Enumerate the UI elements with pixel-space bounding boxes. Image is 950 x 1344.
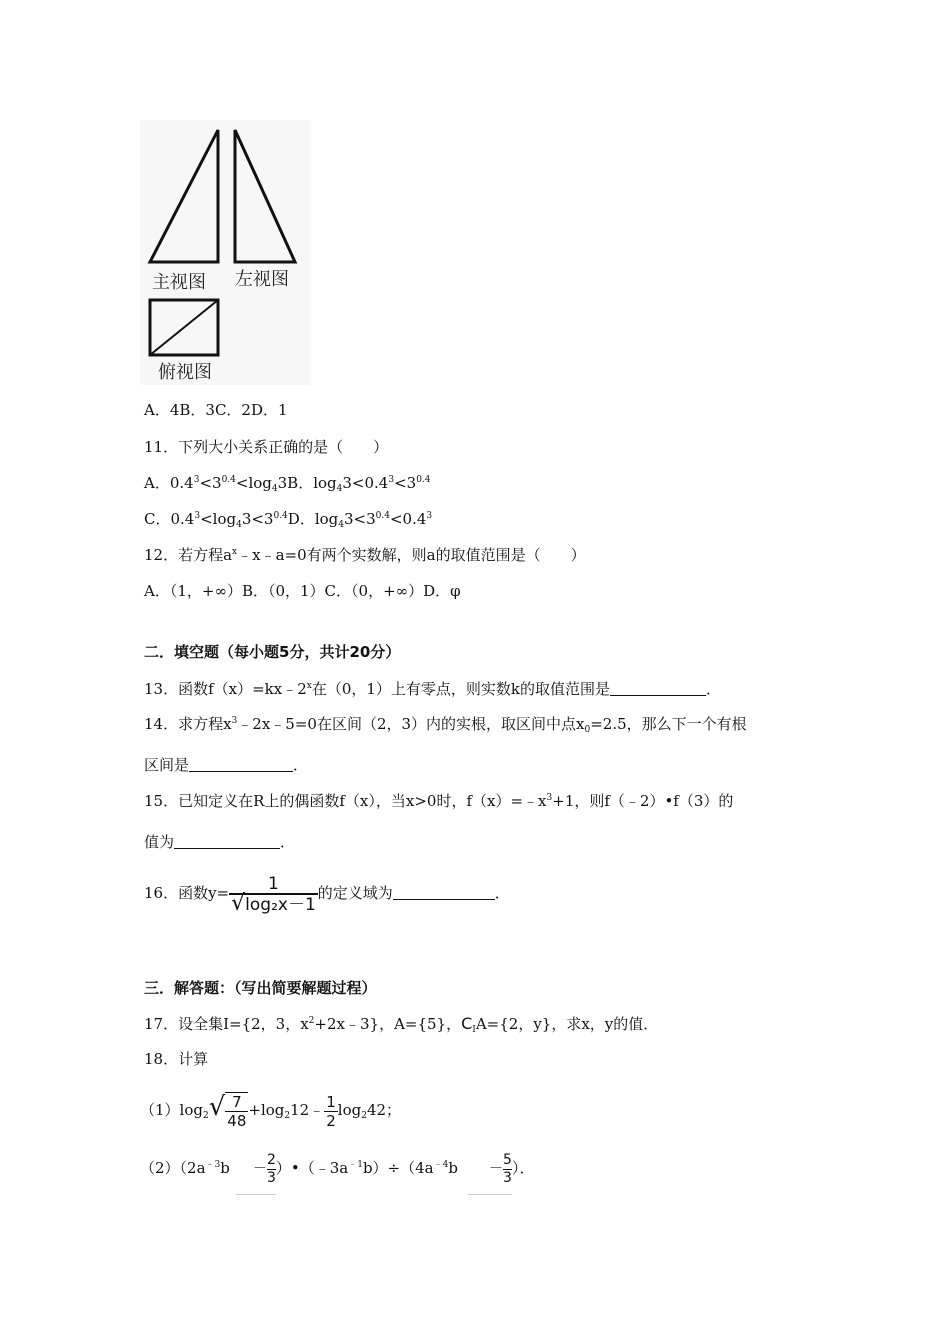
text: ． <box>706 680 722 698</box>
section-3-heading: 三．解答题：（写出简要解题过程） <box>144 979 377 997</box>
text: 在（0，1）上有零点，则实数k的取值范围是 <box>311 680 611 698</box>
minus-sign: － <box>252 1161 267 1177</box>
exponent-1 <box>236 1143 276 1195</box>
sqrt-fraction <box>225 1092 248 1130</box>
sup: 3 <box>231 716 238 726</box>
sup: 3 <box>546 793 553 803</box>
q11-stem: 11．下列大小关系正确的是（ ） <box>144 438 389 456</box>
sub: 4 <box>338 520 344 530</box>
exponent-2 <box>468 1143 512 1195</box>
answer-blank[interactable] <box>189 757 293 772</box>
text: ． <box>293 756 309 774</box>
text: ﹣x﹣a=0有两个实数解，则a的取值范围是（ ） <box>237 546 586 564</box>
denominator: 3 <box>266 1169 276 1186</box>
text: 3<3 <box>241 510 274 528</box>
sup: ﹣1 <box>348 1160 363 1170</box>
q17 <box>144 1014 658 1034</box>
text: 12﹣ <box>290 1101 325 1119</box>
text: b <box>448 1159 458 1177</box>
q16-fraction <box>229 875 318 914</box>
numerator: 1 <box>326 1092 336 1111</box>
text: 16．函数y= <box>144 884 230 902</box>
text: A={2，y}，求x，y的值． <box>475 1015 659 1033</box>
text: C．0.4 <box>144 510 195 528</box>
text: 14．求方程x <box>144 715 232 733</box>
sqrt-icon: √ <box>231 890 246 916</box>
numerator: 5 <box>503 1151 512 1168</box>
q14-line2 <box>144 755 308 775</box>
q18-part2 <box>140 1143 534 1195</box>
text: 42； <box>366 1101 402 1119</box>
sup: 0.4 <box>221 475 236 485</box>
text: <3 <box>394 474 417 492</box>
text: （1）log <box>140 1101 203 1119</box>
text: 值为 <box>144 833 175 851</box>
text: 3<0.4 <box>342 474 389 492</box>
top-view-label: 俯视图 <box>158 362 212 383</box>
sup: x <box>306 681 312 691</box>
minus-sign: － <box>489 1161 504 1177</box>
front-view-label: 主视图 <box>152 272 206 293</box>
numerator: 1 <box>229 875 318 895</box>
left-view-label: 左视图 <box>235 269 289 290</box>
numerator: 2 <box>266 1151 276 1168</box>
text: +log <box>248 1101 285 1119</box>
sup: 3 <box>426 511 433 521</box>
text: 3<3 <box>344 510 376 528</box>
q18-part1 <box>140 1085 401 1132</box>
answer-blank[interactable] <box>174 834 280 849</box>
text: 区间是 <box>144 756 190 774</box>
q10-options: A．4B．3C．2D．1 <box>144 401 288 419</box>
sqrt-icon: √ <box>208 1092 226 1122</box>
sup: 0.4 <box>375 511 390 521</box>
sub: 4 <box>271 484 278 494</box>
q11-options-ab <box>144 473 431 493</box>
half-fraction <box>324 1093 338 1130</box>
text: +1，则f（﹣2）•f（3）的 <box>552 792 734 810</box>
text: <log <box>235 474 272 492</box>
exponent-fraction <box>267 1152 276 1187</box>
text: ）•（﹣3a <box>275 1159 349 1177</box>
answer-blank[interactable] <box>610 681 706 696</box>
q12-options: A．（1，+∞）B．（0，1）C．（0，+∞）D．φ <box>144 582 461 600</box>
section-2-heading: 二．填空题（每小题5分，共计20分） <box>144 643 401 661</box>
text: ． <box>280 833 296 851</box>
sub: 4 <box>236 520 242 530</box>
text: =2.5，那么下一个有根 <box>590 715 747 733</box>
exponent-fraction <box>503 1152 512 1187</box>
text: <0.4 <box>389 510 427 528</box>
sub: 0 <box>584 725 591 735</box>
sup: 0.4 <box>273 511 288 521</box>
sup: ﹣4 <box>433 1160 449 1170</box>
text: D．log <box>287 510 339 528</box>
text: 17．设全集I={2，3，x <box>144 1015 309 1033</box>
q13 <box>144 679 721 699</box>
text: b <box>220 1159 230 1177</box>
answer-blank[interactable] <box>393 885 495 900</box>
text: 的定义域为 <box>317 884 393 902</box>
sub: I <box>472 1025 476 1035</box>
q16 <box>144 866 510 920</box>
sup: 0.4 <box>416 475 431 485</box>
text: 13．函数f（x）=kx﹣2 <box>144 680 307 698</box>
text: 15．已知定义在R上的偶函数f（x），当x>0时，f（x）=﹣x <box>144 792 547 810</box>
sub: 2 <box>284 1111 291 1121</box>
text: <log <box>200 510 237 528</box>
denominator: 3 <box>503 1169 512 1186</box>
three-view-figure <box>140 120 310 385</box>
sup: 3 <box>193 475 200 485</box>
numerator: 7 <box>225 1093 248 1112</box>
sub: 4 <box>336 484 343 494</box>
q12-stem <box>144 545 586 565</box>
sup: 3 <box>388 475 395 485</box>
q11-options-cd <box>144 509 432 529</box>
text: <3 <box>199 474 222 492</box>
text: ）． <box>511 1159 535 1177</box>
text: A．0.4 <box>144 474 194 492</box>
text: log <box>337 1101 362 1119</box>
text: +2x﹣3}，A={5}， <box>314 1015 462 1033</box>
sup: 3 <box>194 511 201 521</box>
sup: ﹣3 <box>205 1160 221 1170</box>
sup: 2 <box>308 1016 315 1026</box>
text: （2）（2a <box>140 1159 206 1177</box>
complement-symbol: C <box>461 1014 473 1033</box>
q14-line1 <box>144 714 747 734</box>
three-view-drawing <box>140 120 310 385</box>
sub: 2 <box>361 1111 367 1121</box>
sub: 2 <box>202 1111 209 1121</box>
q15-line2 <box>144 832 295 852</box>
q18-title: 18．计算 <box>144 1050 209 1068</box>
q15-line1 <box>144 791 733 811</box>
sup: x <box>232 547 238 557</box>
text: ． <box>494 884 510 902</box>
denominator <box>229 890 318 916</box>
denominator: 48 <box>227 1112 247 1130</box>
radicand: log₂x－1 <box>245 894 316 915</box>
denominator: 2 <box>326 1111 336 1130</box>
text: ﹣2x﹣5=0在区间（2，3）内的实根，取区间中点x <box>237 715 585 733</box>
text: 12．若方程a <box>144 546 233 564</box>
text: 3B．log <box>277 474 337 492</box>
text: b）÷（4a <box>362 1159 434 1177</box>
